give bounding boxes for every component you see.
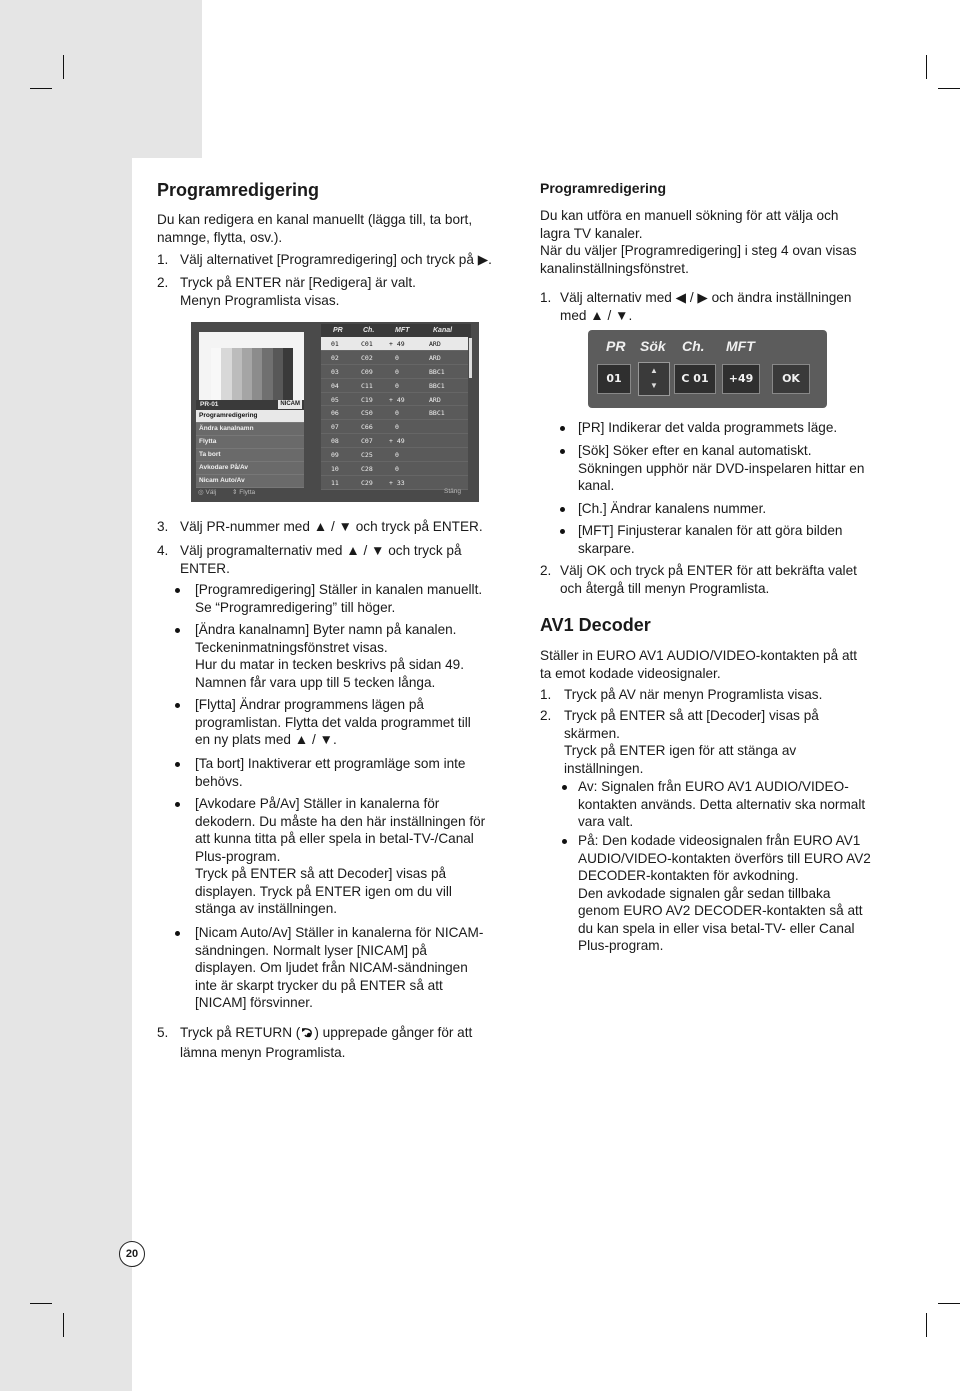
step-number: 4. [157,543,169,558]
table-row[interactable]: 07 C66 0 [321,420,468,434]
step-number: 3. [157,519,169,534]
step-number: 1. [540,687,552,702]
bullet [562,785,567,790]
av1-bullet-2: På: Den kodade videosignalen från EURO AV1 AUDIO/VIDEO-kontakten överförs till EURO AV2 DECODER-kontakten för avkodning. Den avkodade signalen går sedan tillbaka genom EURO AV2 DECODER-kontakten så att du kan spela in eller visa betal-TV- eller Canal Plus-program. [578,833,871,953]
av1-step-1: Tryck på AV när menyn Programlista visas. [564,687,823,702]
header-pr: PR [606,338,626,354]
right-step-2: Välj OK och tryck på ENTER för att bekräfta valet och återgå till menyn Programlista. [560,563,857,596]
pr-label: PR-01 [200,401,219,408]
bullet [560,507,565,512]
bullet [175,628,180,633]
bullet [175,703,180,708]
step-number: 2. [157,275,169,290]
right-intro: Du kan utföra en manuell sökning för att välja och lagra TV kanaler. När du väljer [Programredigering] i steg 4 ovan visas kanalinställningsfönstret. [540,208,857,276]
left-bullet-3: [Flytta] Ändrar programmens lägen på programlistan. Flytta det valda programmet till en ny plats med ▲ / ▼. [195,697,471,747]
left-bullet-4: [Ta bort] Inaktiverar ett programläge som inte behövs. [195,756,466,789]
page-number: 20 [119,1241,145,1267]
table-row[interactable]: 02 C02 0 ARD [321,351,468,365]
table-row[interactable]: 05 C19 + 49 ARD [321,393,468,407]
left-intro: Du kan redigera en kanal manuellt (lägga till, ta bort, namnge, flytta, osv.). [157,212,473,245]
left-bullet-2: [Ändra kanalnamn] Byter namn på kanalen. Teckeninmatningsfönstret visas. Hur du matar in tecken beskrivs på sidan 49. Namnen får vara upp till 5 tecken långa. [195,622,464,690]
av1-step-2: Tryck på ENTER så att [Decoder] visas på skärmen. Tryck på ENTER igen för att stänga av inställningen. [564,708,819,776]
step-number: 5. [157,1025,169,1040]
left-bullet-5: [Avkodare På/Av] Ställer in kanalerna för dekodern. Du måste ha den här inställningen för att kunna titta på eller spela in betal-TV-/Canal Plus-program. Tryck på ENTER så att Decoder] visas på displayen. Tryck på ENTER igen om du vill stänga av inställningen. [195,796,486,916]
bullet [175,802,180,807]
menu-item-andra-kanalnamn[interactable]: Ändra kanalnamn [196,423,304,436]
right-bullet-1: [PR] Indikerar det valda programmets läge. [578,420,838,435]
return-icon [300,1026,314,1044]
crop-mark [926,1313,927,1337]
bullet [562,839,567,844]
right-step-1: Välj alternativ med ◀ / ▶ och ändra inställningen med ▲ / ▼. [560,290,852,323]
nicam-badge: NICAM [280,401,300,407]
table-row[interactable]: 06 C50 0 BBC1 [321,406,468,420]
bullet [175,931,180,936]
av1-bullet-1: Av: Signalen från EURO AV1 AUDIO/VIDEO- kontakten används. Detta alternativ ska normalt vara valt. [578,779,866,829]
table-row[interactable]: 11 C29 + 33 [321,476,468,490]
crop-mark [30,88,52,89]
crop-mark [63,1313,64,1337]
bullet [560,529,565,534]
table-row[interactable]: 04 C11 0 BBC1 [321,379,468,393]
bullet [175,588,180,593]
menu-item-programredigering[interactable]: Programredigering [196,410,304,423]
av1-title: AV1 Decoder [540,615,651,635]
right-bullet-3: [Ch.] Ändrar kanalens nummer. [578,501,767,516]
step-number: 1. [540,290,552,305]
search-arrows[interactable] [638,362,670,396]
table-row[interactable]: 10 C28 0 [321,462,468,476]
bullet [560,449,565,454]
left-bullet-6: [Nicam Auto/Av] Ställer in kanalerna för NICAM- sändningen. Normalt lyser [NICAM] på displayen. Om ljudet från NICAM-sändningen inte är skarpt trycker du på ENTER så att [NICAM] försvinner. [195,925,484,1010]
header-ch: Ch. [682,338,705,354]
right-bullet-4: [MFT] Finjusterar kanalen för att göra bilden skarpare. [578,523,843,556]
program-list-screenshot [191,322,479,502]
step-number: 2. [540,708,552,723]
crop-mark [926,55,927,79]
right-bullet-2: [Sök] Söker efter en kanal automatiskt. Sökningen upphör när DVD-inspelaren hittar en kanal. [578,443,865,493]
left-bullet-1: [Programredigering] Ställer in kanalen manuellt. Se “Programredigering” till höger. [195,582,483,615]
channel-settings-screenshot [588,330,827,408]
left-step-1: Välj alternativet [Programredigering] och tryck på ▶. [180,252,492,267]
scrollbar[interactable] [469,338,472,378]
program-options-menu [196,400,304,488]
table-row[interactable]: 09 C25 0 [321,448,468,462]
mft-field[interactable]: +49 [722,364,760,394]
crop-mark [938,88,960,89]
table-row[interactable]: 08 C07 + 49 [321,434,468,448]
step-number: 1. [157,252,169,267]
screen-footer: ◎ Välj ⇕ Flytta Stäng [198,488,461,496]
step-number: 2. [540,563,552,578]
table-row[interactable]: 03 C09 0 BBC1 [321,365,468,379]
program-list-header: PR Ch. MFT Kanal [321,324,471,338]
left-step-4: Välj programalternativ med ▲ / ▼ och tryck på ENTER. [180,543,462,576]
left-title: Programredigering [157,180,320,200]
tv-preview [199,332,304,402]
pr-field[interactable]: 01 [597,364,631,394]
ok-button[interactable]: OK [772,364,810,394]
crop-mark [938,1303,960,1304]
left-step-3: Välj PR-nummer med ▲ / ▼ och tryck på ENTER. [180,519,483,534]
page-margin-left [0,0,132,1391]
search-up-icon[interactable]: ▲ [650,366,658,375]
bullet [560,426,565,431]
right-title: Programredigering [540,180,667,196]
header-mft: MFT [726,338,755,354]
av1-intro: Ställer in EURO AV1 AUDIO/VIDEO-kontakten på att ta emot kodade videosignaler. [540,648,858,681]
left-step-2: Tryck på ENTER när [Redigera] är valt. Menyn Programlista visas. [180,275,416,308]
bullet [175,762,180,767]
menu-item-flytta[interactable]: Flytta [196,436,304,449]
menu-item-avkodare[interactable]: Avkodare På/Av [196,462,304,475]
crop-mark [30,1303,52,1304]
crop-mark [63,55,64,79]
search-down-icon[interactable]: ▼ [650,381,658,390]
menu-item-nicam[interactable]: Nicam Auto/Av [196,475,304,488]
header-sok: Sök [640,338,666,354]
menu-item-ta-bort[interactable]: Ta bort [196,449,304,462]
page-margin-top [0,0,202,158]
program-list [321,337,468,490]
left-step-5: Tryck på RETURN ( ) upprepade gånger för att lämna menyn Programlista. [180,1025,473,1060]
channel-field[interactable]: C 01 [674,364,716,394]
table-row[interactable]: 01 C01 + 49 ARD [321,337,468,351]
